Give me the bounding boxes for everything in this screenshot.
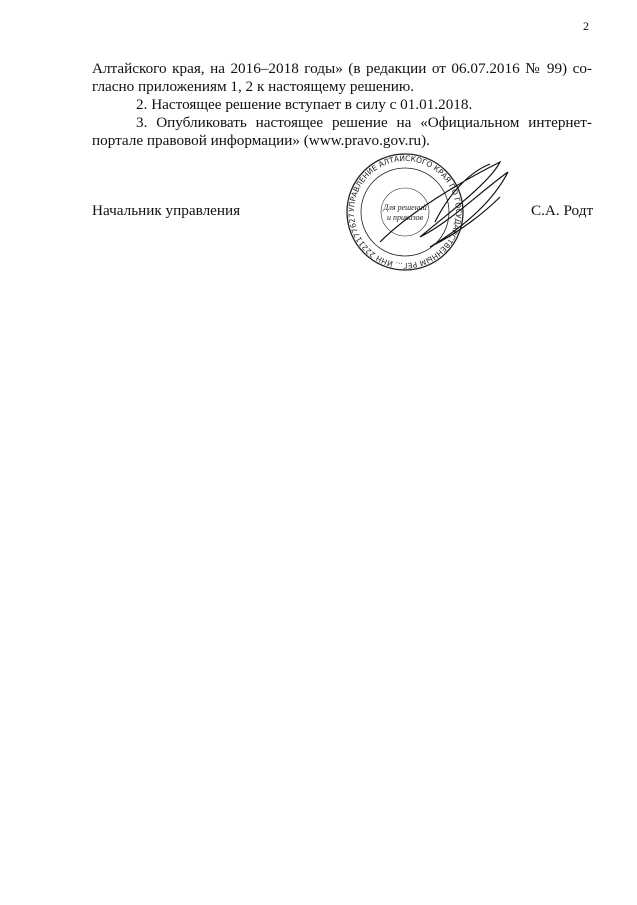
seal-ring-text: УПРАВЛЕНИЕ АЛТАЙСКОГО КРАЯ ПО ГОСУДАРСТВЕННЫМ РЕГ... ИНН 2221177627	[346, 153, 464, 271]
paragraph-1-line-2: гласно приложениям 1, 2 к настоящему решению.	[92, 78, 415, 95]
paragraph-1-line-1: Алтайского края, на 2016–2018 годы» (в редакции от 06.07.2016 № 99) со-	[92, 60, 592, 77]
seal-inner-text-2: и приказов	[386, 213, 424, 222]
signatory-name: С.А. Родт	[531, 202, 594, 219]
seal-inner-text-1: Для решений	[383, 203, 427, 212]
paragraph-3-line-1: 3. Опубликовать настоящее решение на «Официальном интернет-	[136, 114, 592, 131]
paragraph-3-line-2: портале правовой информации» (www.pravo.gov.ru).	[92, 132, 430, 149]
paragraph-2: 2. Настоящее решение вступает в силу с 01.01.2018.	[136, 96, 473, 113]
page-number: 2	[583, 19, 589, 33]
signatory-position: Начальник управления	[92, 202, 241, 219]
official-seal-with-signature	[340, 152, 510, 274]
